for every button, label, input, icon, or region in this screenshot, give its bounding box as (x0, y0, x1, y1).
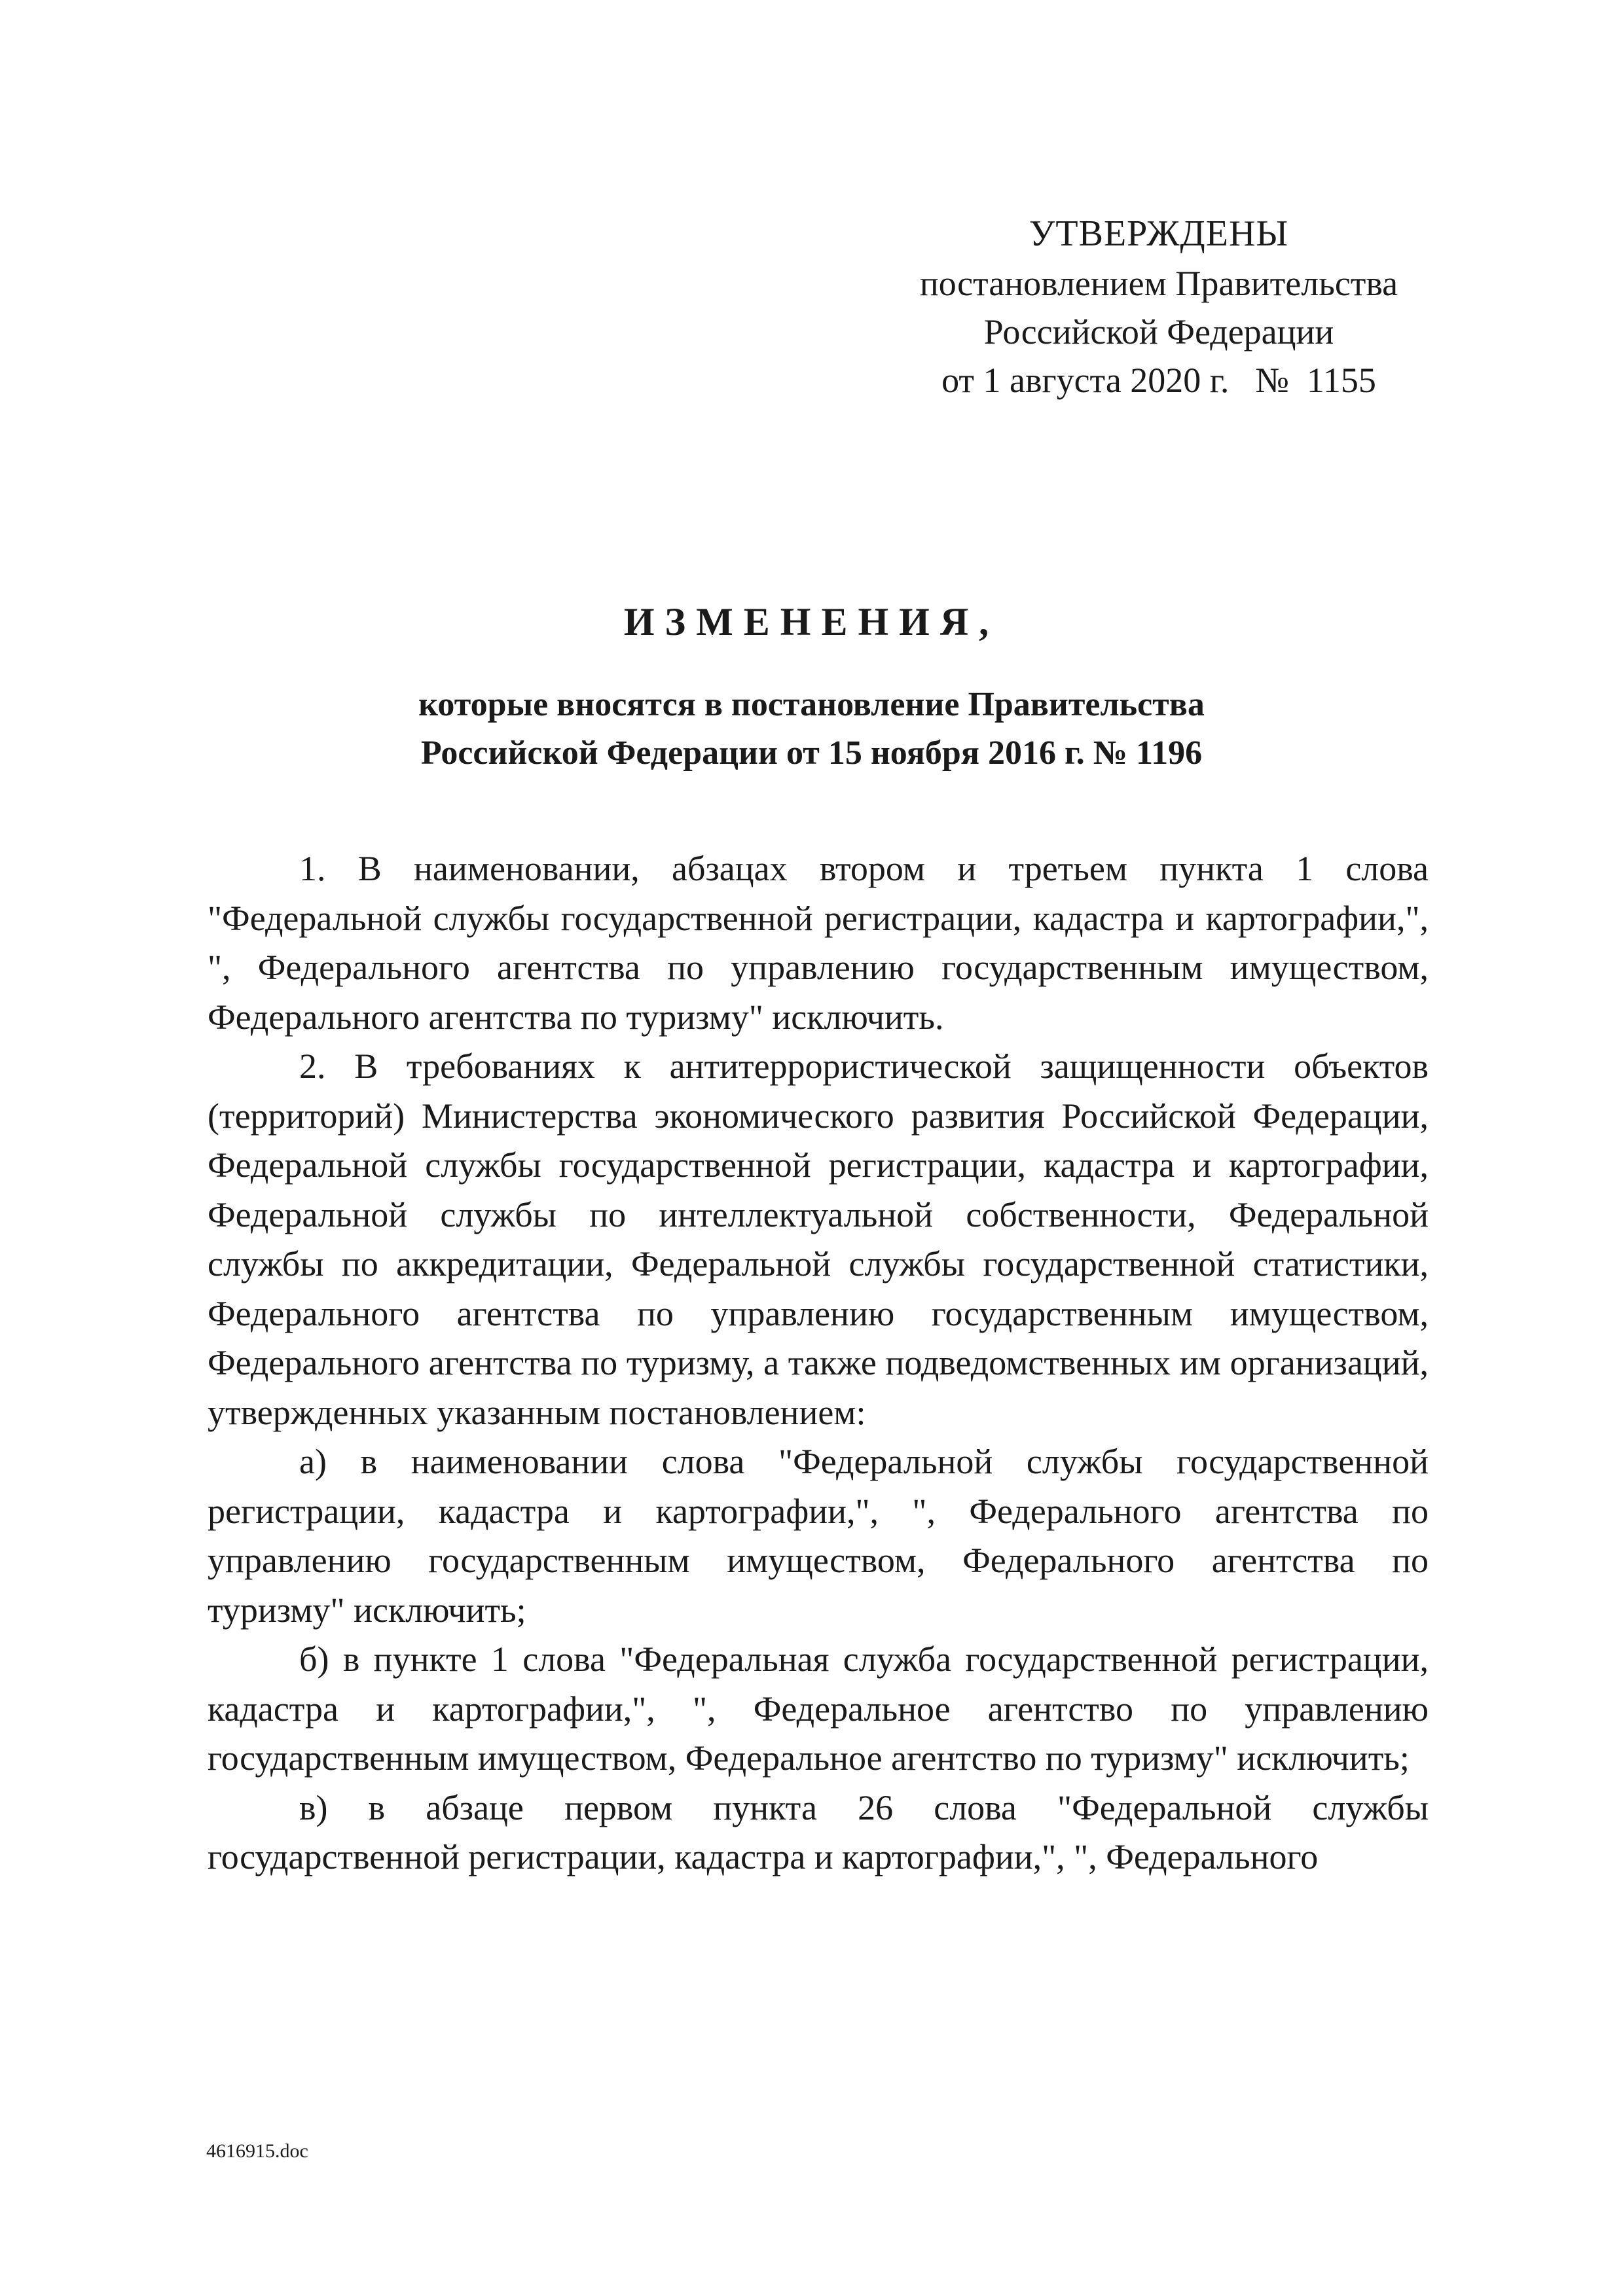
document-body (208, 844, 1429, 1882)
page-title: ИЗМЕНЕНИЯ, (623, 600, 1000, 643)
subparagraph-a: а) в наименовании слова "Федеральной службы государственной регистрации, кадастра и картографии,", ", Федерального агентства по управлению государственным имуществом, Федерального агентства по туризму" исключить; (208, 1442, 1429, 1630)
subparagraph-b: б) в пункте 1 слова "Федеральная служба государственной регистрации, кадастра и картографии,", ", Федеральное агентство по управлению государственным имуществом, Федеральное агентство по туризму" исключить; (208, 1640, 1429, 1778)
document-heading (0, 596, 1623, 778)
subparagraph-c: в) в абзаце первом пункта 26 слова "Федеральной службы государственной регистрации, кадастра и картографии,", ", Федерального (208, 1787, 1429, 1876)
subtitle-line-2: Российской Федерации от 15 ноября 2016 г. № 1196 (420, 734, 1203, 772)
approval-date: от 1 августа 2020 г. (941, 361, 1230, 400)
approval-number: 1155 (1306, 361, 1376, 400)
approval-line-2: Российской Федерации (983, 312, 1334, 351)
paragraph-2: 2. В требованиях к антитеррористической защищенности объектов (территорий) Министерства экономического развития Российской Федерации, Федеральной службы государственной регистрации, кадастра и картографии, Федеральной службы по интеллектуальной собственности, Федеральной службы по аккредитации, Федеральной службы государственной статистики, Федерального агентства по управлению государственным имуществом, Федерального агентства по туризму, а также подведомственных им организаций, утвержденных указанным постановлением: (208, 1047, 1429, 1432)
approval-line-1: постановлением Правительства (919, 264, 1398, 303)
subtitle-line-1: которые вносятся в постановление Правительства (418, 686, 1205, 723)
approval-date-line (877, 356, 1440, 404)
approval-number-sign: № (1255, 361, 1289, 400)
approval-block (877, 209, 1440, 404)
paragraph-1: 1. В наименовании, абзацах втором и третьем пункта 1 слова "Федеральной службы государственной регистрации, кадастра и картографии,", ", Федерального агентства по управлению государственным имуществом, Федерального агентства по туризму" исключить. (208, 849, 1429, 1037)
file-name-label: 4616915.doc (206, 2140, 308, 2162)
approval-title: УТВЕРЖДЕНЫ (1029, 213, 1289, 254)
